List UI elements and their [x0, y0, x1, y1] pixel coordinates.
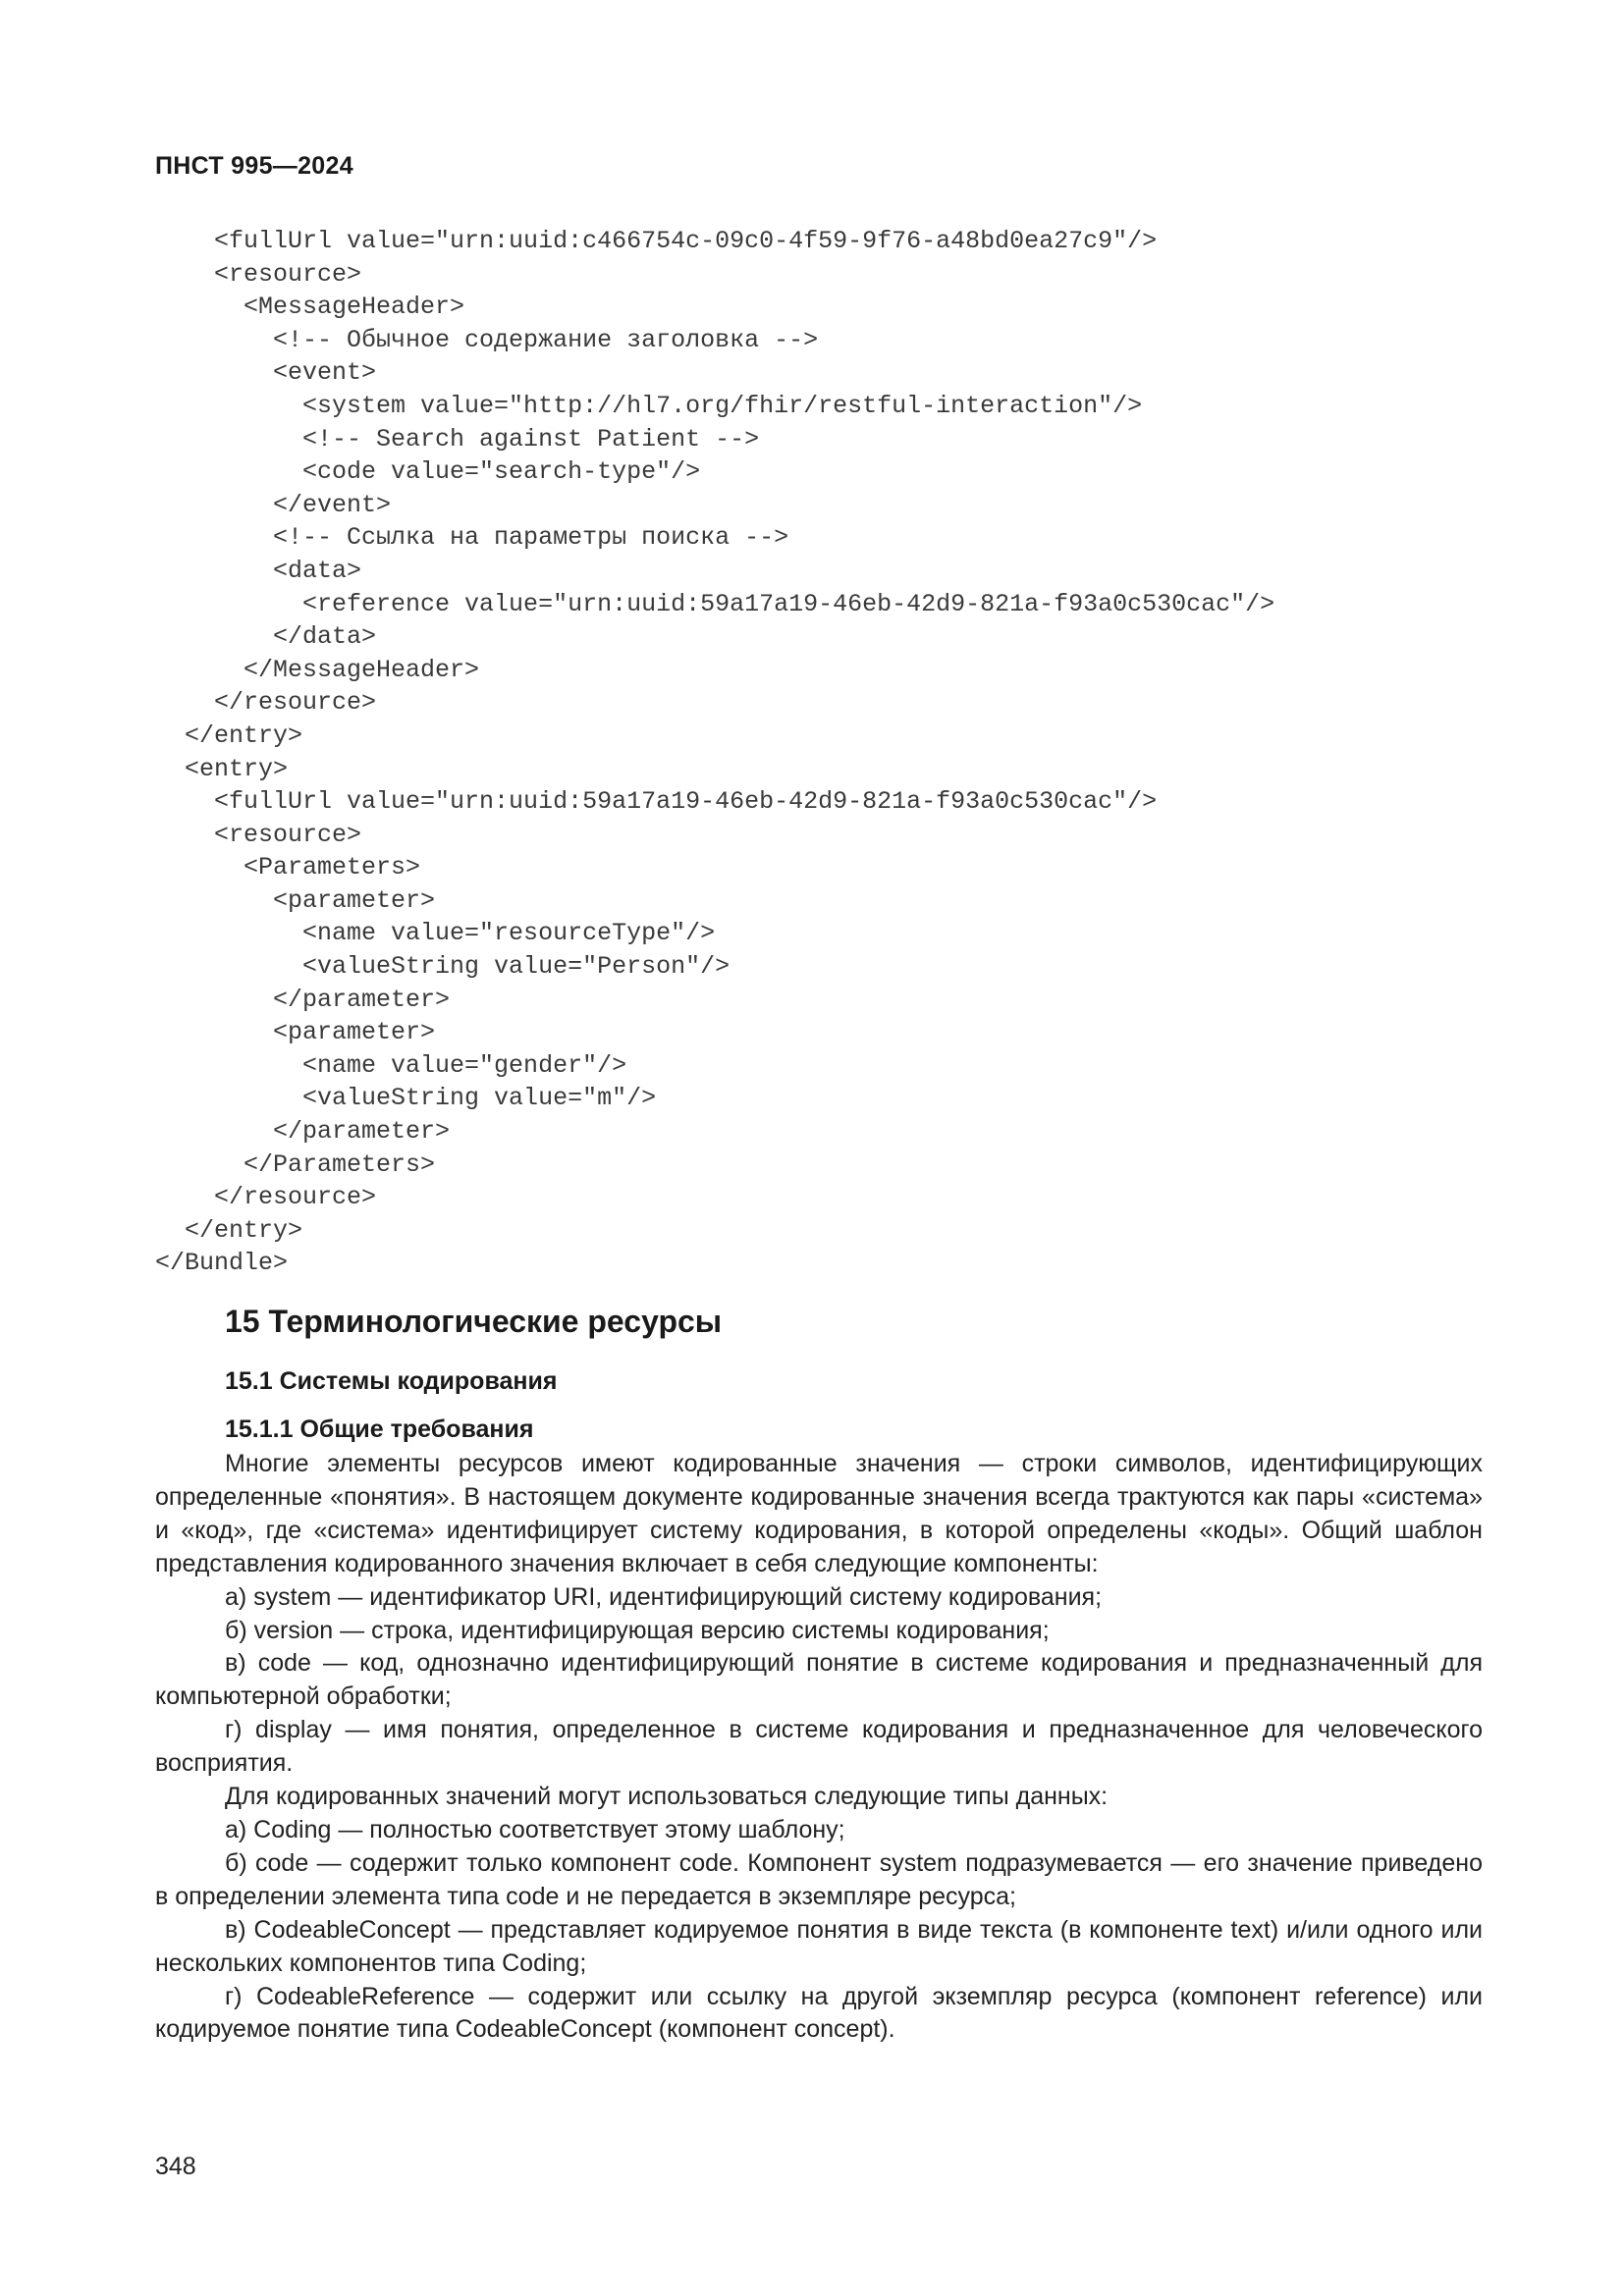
code-line: <fullUrl value="urn:uuid:c466754c-09c0-4f59-9f76-a48bd0ea27c9"/>: [155, 227, 1158, 255]
code-line: <name value="resourceType"/>: [155, 919, 716, 948]
code-line: <resource>: [155, 820, 362, 849]
list-item: г) CodeableReference — содержит или ссылку на другой экземпляр ресурса (компонент reference) или кодируемое понятие типа CodeableConcept (компонент concept).: [155, 1982, 1483, 2044]
code-line: <!-- Обычное содержание заголовка -->: [155, 325, 819, 354]
code-line: <!-- Ссылка на параметры поиска -->: [155, 523, 789, 553]
list-item: б) code — содержит только компонент code. Компонент system подразумевается — его значение приведено в определении элемента типа code и не передается в экземпляре ресурса;: [155, 1848, 1483, 1910]
code-line: </MessageHeader>: [155, 655, 480, 684]
code-line: <code value="search-type"/>: [155, 457, 701, 487]
code-line: </Parameters>: [155, 1149, 436, 1179]
code-line: </parameter>: [155, 1117, 451, 1147]
code-line: <fullUrl value="urn:uuid:59a17a19-46eb-42d9-821a-f93a0c530cac"/>: [155, 787, 1158, 817]
code-line: <valueString value="m"/>: [155, 1084, 657, 1113]
code-line: </resource>: [155, 688, 377, 718]
list-item: а) system — идентификатор URI, идентифицирующий систему кодирования;: [225, 1582, 1103, 1611]
code-line: <name value="gender"/>: [155, 1050, 627, 1080]
body-text: [155, 1448, 1483, 2047]
code-line: <resource>: [155, 259, 362, 289]
code-line: </parameter>: [155, 985, 451, 1014]
subsubsection-title: 15.1.1 Общие требования: [225, 1415, 534, 1443]
paragraph: Для кодированных значений могут использоваться следующие типы данных:: [225, 1783, 1109, 1811]
code-line: <MessageHeader>: [155, 293, 465, 322]
code-line: <!-- Search against Patient -->: [155, 424, 760, 454]
code-line: <system value="http://hl7.org/fhir/restful-interaction"/>: [155, 391, 1143, 420]
code-line: <data>: [155, 556, 362, 585]
code-line: <reference value="urn:uuid:59a17a19-46eb-42d9-821a-f93a0c530cac"/>: [155, 589, 1275, 618]
xml-code-block: [155, 225, 1274, 1280]
code-line: <event>: [155, 358, 377, 388]
code-line: </Bundle>: [155, 1249, 289, 1278]
subsection-title: 15.1 Системы кодирования: [225, 1367, 558, 1395]
list-item: в) code — код, однозначно идентифицирующий понятие в системе кодирования и предназначенный для компьютерной обработки;: [155, 1649, 1483, 1711]
document-header: ПНСТ 995—2024: [155, 152, 353, 180]
list-item: б) version — строка, идентифицирующая версию системы кодирования;: [225, 1616, 1050, 1644]
page-number: 348: [155, 2153, 196, 2180]
code-line: <parameter>: [155, 1018, 436, 1047]
code-line: <entry>: [155, 754, 289, 783]
code-line: </resource>: [155, 1183, 377, 1212]
code-line: </data>: [155, 622, 377, 652]
code-line: </entry>: [155, 1215, 303, 1245]
list-item: в) CodeableConcept — представляет кодируемое понятия в виде текста (в компоненте text) и/или одного или нескольких компонентов типа Coding;: [155, 1915, 1483, 1977]
paragraph: Многие элементы ресурсов имеют кодированные значения — строки символов, идентифицирующих определенные «понятия». В настоящем документе кодированные значения всегда трактуются как пары «система» и «код», где «система» идентифицирует систему кодирования, в которой определены «коды». Общий шаблон представления кодированного значения включает в себя следующие компоненты:: [155, 1450, 1483, 1577]
code-line: <Parameters>: [155, 853, 421, 882]
code-line: <parameter>: [155, 885, 436, 915]
code-line: </entry>: [155, 721, 303, 750]
code-line: <valueString value="Person"/>: [155, 952, 731, 982]
section-title: 15 Терминологические ресурсы: [225, 1304, 723, 1339]
code-line: </event>: [155, 490, 392, 519]
list-item: г) display — имя понятия, определенное в системе кодирования и предназначенное для человеческого восприятия.: [155, 1716, 1483, 1778]
list-item: а) Coding — полностью соответствует этому шаблону;: [225, 1815, 845, 1843]
